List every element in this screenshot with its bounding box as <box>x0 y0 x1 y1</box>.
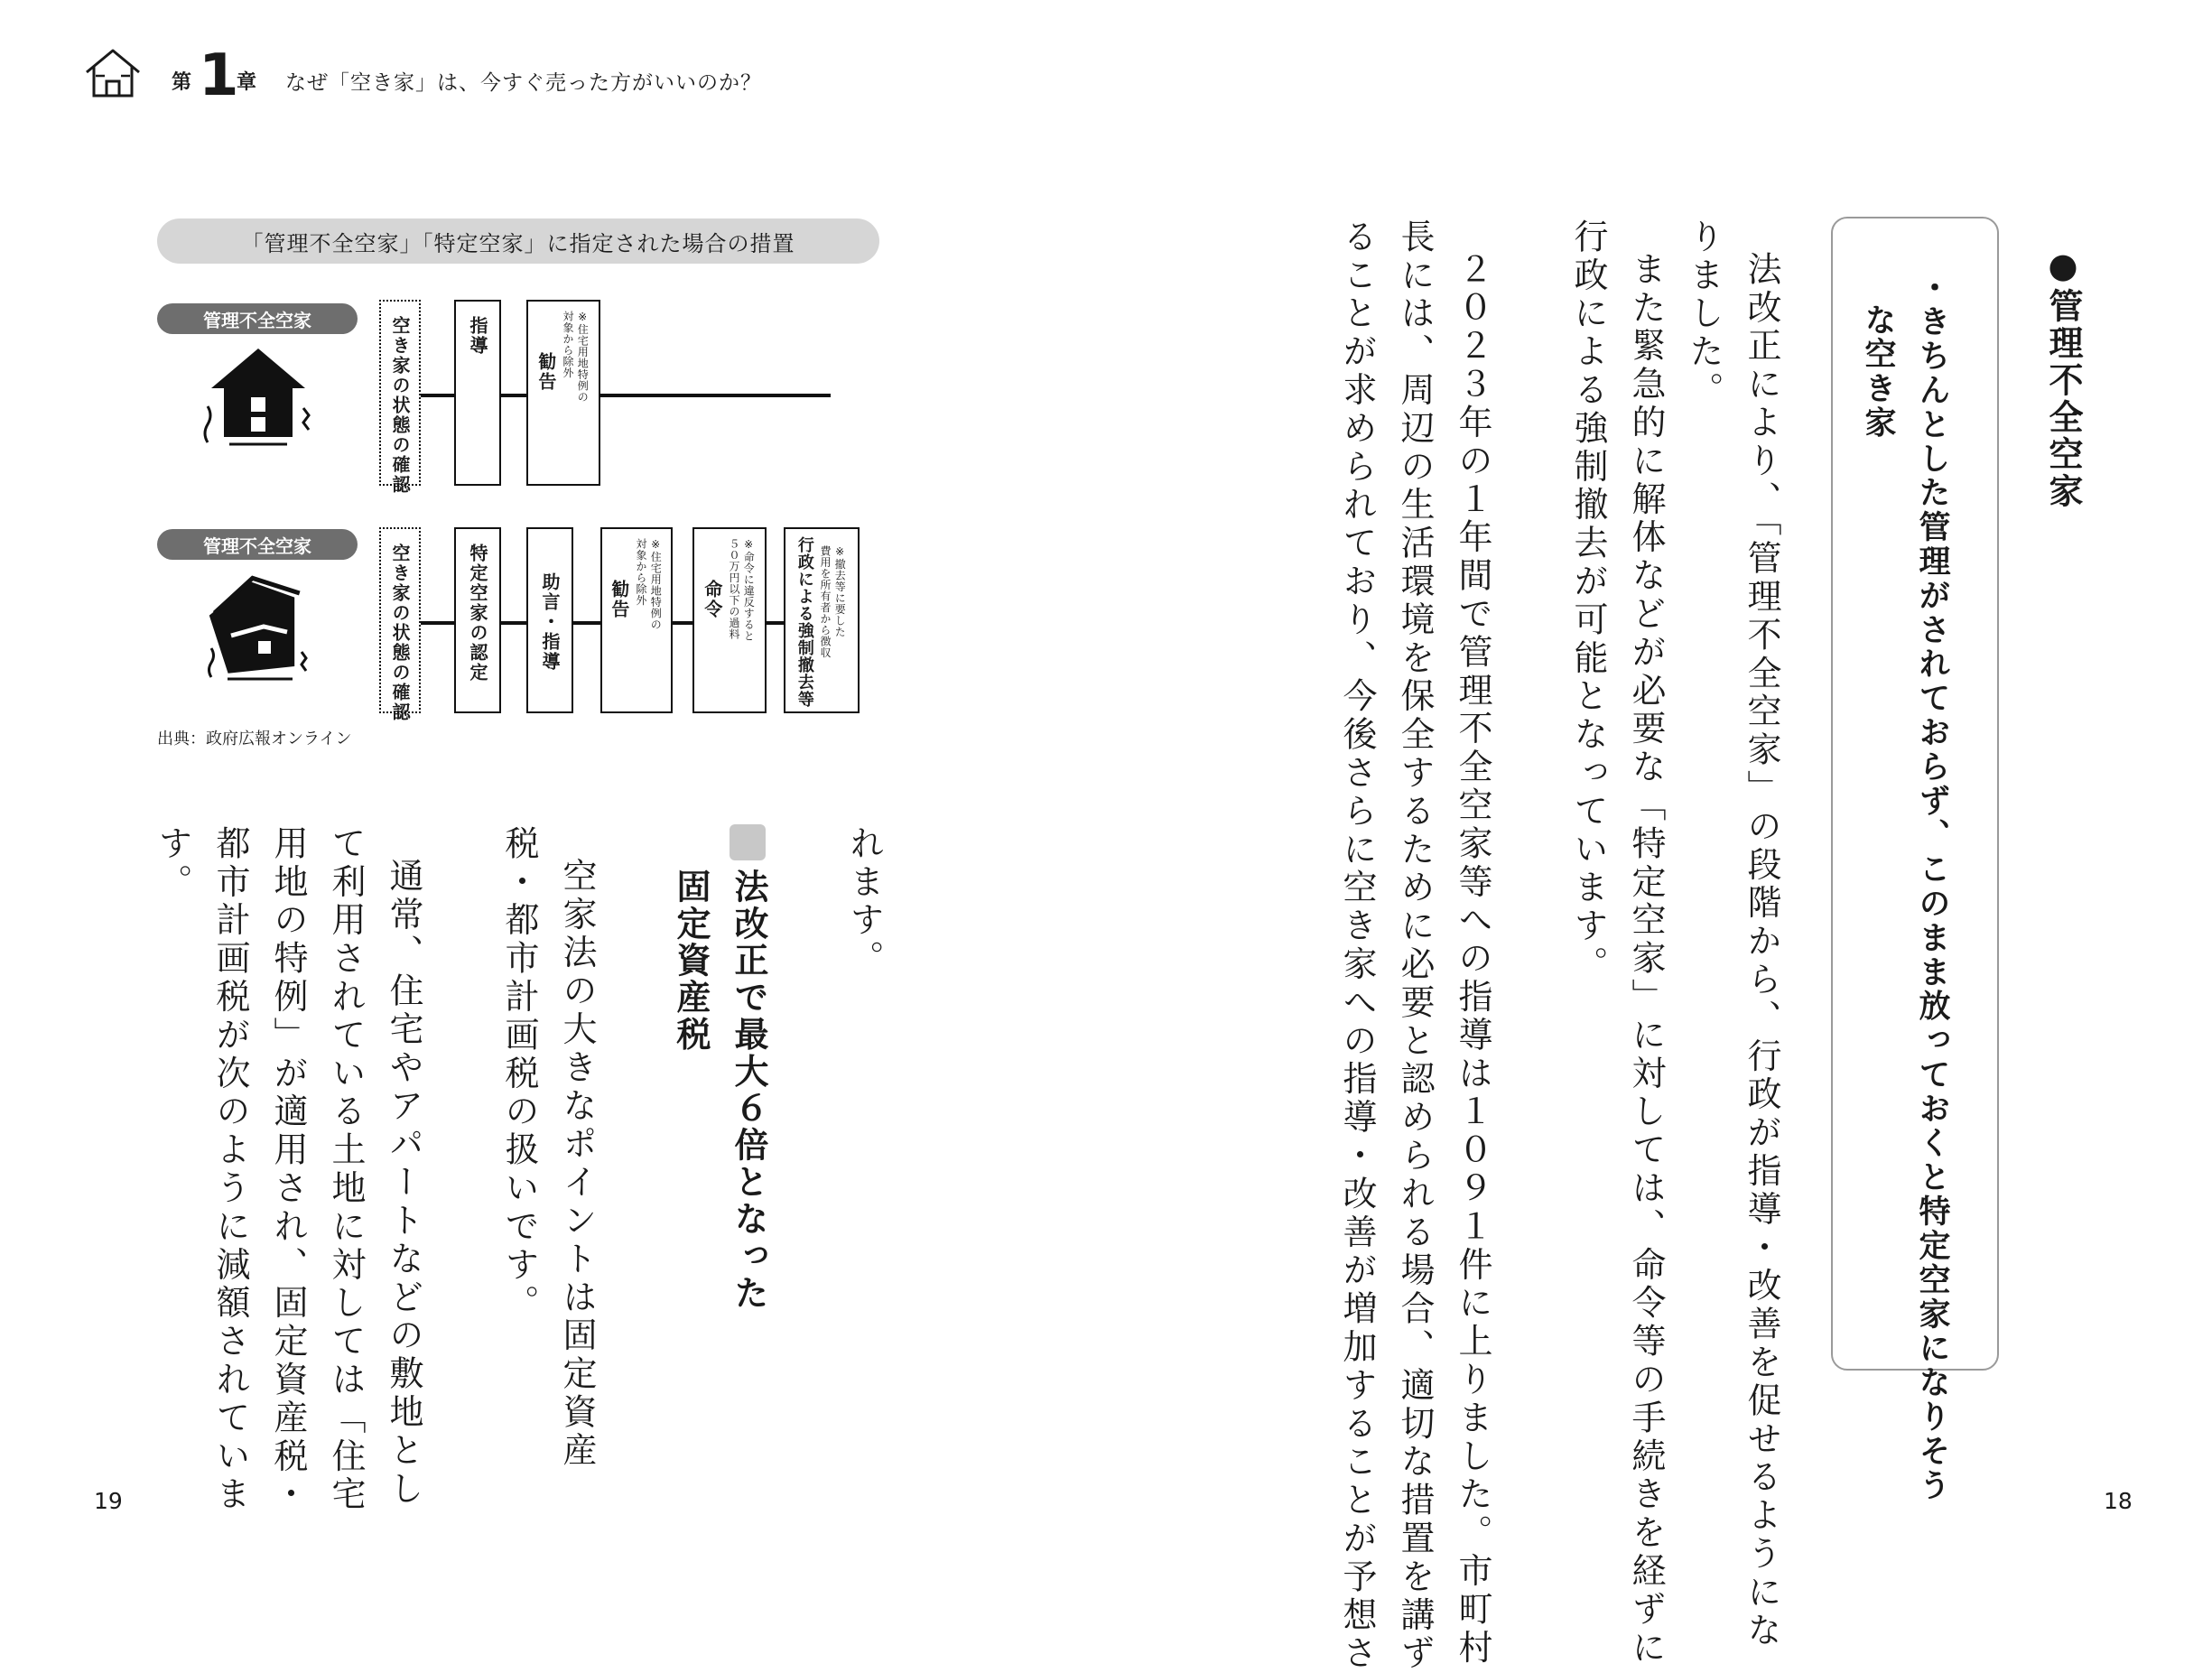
left-paragraph-1-line-2: 税・都市計画税の扱いです。 <box>499 825 539 1324</box>
step-label: 命令 <box>701 580 723 619</box>
page-number-left: 19 <box>94 1488 123 1514</box>
diagram-title: 「管理不全空家」「特定空家」に指定された場合の措置 <box>157 218 879 264</box>
left-paragraph-1-line-1: 空家法の大きなポイントは固定資産 <box>557 858 597 1471</box>
diagram-source: 出典：政府広報オンライン <box>157 730 352 748</box>
collapsed-house-icon <box>204 569 314 686</box>
box-heading-line-2: な空き家 <box>1860 303 1896 441</box>
house-icon <box>83 45 143 99</box>
page-number-right: 18 <box>2104 1488 2133 1514</box>
step-label: 空き家の状態の確認 <box>389 544 411 722</box>
step-note: ※撤去等に要した 費用を所有者から徴収 <box>819 545 847 658</box>
row2-step-order <box>692 527 767 713</box>
chapter-title: なぜ「空き家」は、今すぐ売った方がいいのか？ <box>285 71 762 95</box>
chapter-number: 1 <box>199 42 239 109</box>
row2-label: 管理不全空家 <box>157 529 358 560</box>
heading-marker <box>730 824 766 860</box>
step-label: 助言・指導 <box>539 572 561 672</box>
paragraph-2-line-2: 行政による強制撤去が可能となっています。 <box>1568 218 1608 984</box>
subheading-line-2: 固定資産税 <box>671 869 711 1054</box>
left-paragraph-2-line-3: 用地の特例」が適用され、固定資産税・ <box>268 825 308 1515</box>
paragraph-3-line-2: 長には、周辺の生活環境を保全するために必要と認められる場合、適切な措置を講ず <box>1395 218 1435 1673</box>
row2-step-advice <box>526 527 573 713</box>
step-label: 勧告 <box>534 352 557 392</box>
section-heading: ●管理不全空家 <box>2043 246 2083 510</box>
subheading-line-1: 法改正で最大６倍となった <box>729 869 768 1312</box>
left-paragraph-2-line-4: 都市計画税が次のように減額されていま <box>210 825 250 1515</box>
step-note: ※住宅用地特例の 対象から除外 <box>635 538 663 630</box>
row1-step-recommendation <box>526 300 600 486</box>
left-paragraph-2-line-1: 通常、住宅やアパートなどの敷地とし <box>384 858 423 1509</box>
paragraph-2-line-1: また緊急的に解体などが必要な「特定空家」に対しては、命令等の手続きを経ずに <box>1626 251 1666 1668</box>
house-icon <box>202 343 314 453</box>
row2-step-confirm <box>379 527 421 722</box>
step-label: 空き家の状態の確認 <box>389 316 411 495</box>
paragraph-1-line-1: 法改正により、「管理不全空家」の段階から、行政が指導・改善を促せるようにな <box>1742 251 1781 1650</box>
row2-step-demolition <box>784 527 860 713</box>
chapter-prefix: 第 <box>172 71 192 94</box>
left-paragraph-2-line-2: て利用されている土地に対しては「住宅 <box>326 825 366 1515</box>
row1-step-guidance <box>454 300 501 486</box>
step-label: 特定空家の認定 <box>467 544 488 683</box>
paragraph-3-line-3: ることが求められており、今後さらに空き家への指導・改善が増加することが予想さ <box>1337 218 1377 1673</box>
step-label: 勧告 <box>608 580 630 619</box>
step-note: ※命令に違反すると ５０万円以下の過料 <box>728 538 756 642</box>
paragraph-1-line-2: りました。 <box>1684 218 1724 410</box>
continuation-text: れます。 <box>844 825 884 979</box>
step-note: ※住宅用地特例の 対象から除外 <box>562 311 590 403</box>
chapter-suffix: 章 <box>237 71 257 94</box>
row1-label: 管理不全空家 <box>157 303 358 334</box>
row1-step-confirm <box>379 300 421 495</box>
row2-step-recommendation <box>600 527 673 713</box>
step-label: 指導 <box>467 316 488 356</box>
left-paragraph-2-line-5: す。 <box>153 825 192 902</box>
paragraph-3-line-1: ２０２３年の１年間で管理不全空家等への指導は１０９１件に上りました。市町村 <box>1453 251 1492 1668</box>
box-heading-line-1: ・きちんとした管理がされておらず、このまま放っておくと特定空家になりそう <box>1914 271 1950 1503</box>
step-label: 行政による強制撤去等 <box>795 536 814 708</box>
row2-step-designation <box>454 527 501 713</box>
